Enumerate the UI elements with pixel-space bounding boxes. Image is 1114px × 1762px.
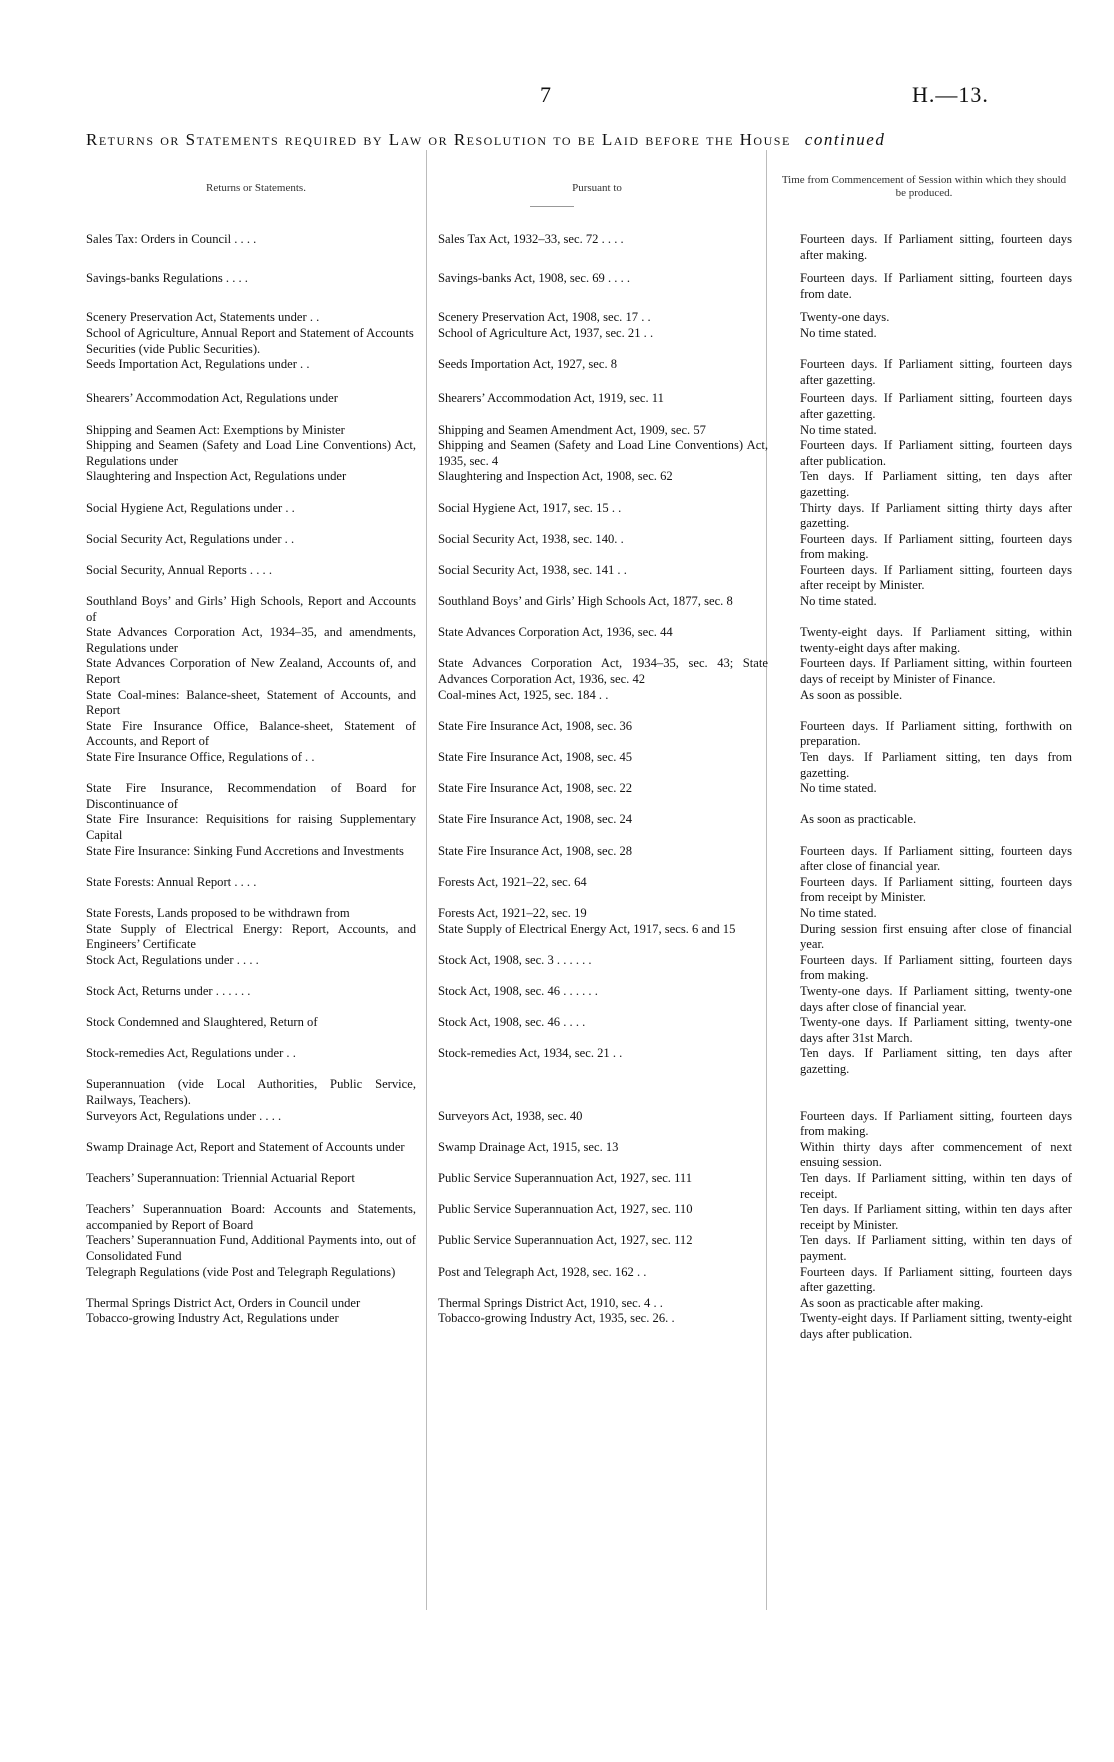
cell-returns: Shipping and Seamen Act: Exemptions by Minister [86,422,345,437]
table-row [86,688,1072,719]
table-row [86,1140,1072,1171]
cell-pursuant: State Supply of Electrical Energy Act, 1917, secs. 6 and 15 [438,921,736,936]
cell-time: Fourteen days. If Parliament sitting, forthwith on preparation. [800,718,1072,749]
cell-returns: Slaughtering and Inspection Act, Regulations under [86,469,347,484]
table-row [86,750,1072,781]
table-body [86,232,1072,1343]
cell-time: Twenty-one days. If Parliament sitting, twenty-one days after 31st March. [800,1015,1072,1045]
header-rule [530,206,574,207]
cell-time: Fourteen days. If Parliament sitting, fourteen days after close of financial year. [800,843,1072,874]
cell-pursuant: State Fire Insurance Act, 1908, sec. 36 [438,718,633,733]
cell-pursuant: Stock Act, 1908, sec. 46 . . . . [438,1015,586,1030]
table-row [86,1233,1072,1264]
cell-returns: Securities (vide Public Securities). [86,341,261,356]
cell-time: Fourteen days. If Parliament sitting, fourteen days after making. [800,232,1072,262]
table-row [86,984,1072,1015]
cell-time: Fourteen days. If Parliament sitting, fourteen days after publication. [800,438,1072,468]
table-row [86,501,1072,532]
table-row [86,342,1072,358]
cell-time: Fourteen days. If Parliament sitting, fourteen days from making. [800,1108,1072,1139]
table-row [86,1015,1072,1046]
cell-returns: State Fire Insurance: Requisitions for raising Supplementary Capital [86,812,416,842]
table-row [86,812,1072,843]
cell-time: During session first ensuing after close of financial year. [800,921,1072,952]
table-row [86,1311,1072,1342]
cell-time: Fourteen days. If Parliament sitting, fourteen days from receipt by Minister. [800,874,1072,905]
table-row [86,1077,1072,1108]
column-header-time: Time from Commencement of Session within which they should be produced. [781,174,1067,199]
column-header-pursuant: Pursuant to [572,182,622,194]
cell-pursuant: Forests Act, 1921–22, sec. 19 [438,905,587,920]
cell-pursuant: Post and Telegraph Act, 1928, sec. 162 . . [438,1264,647,1279]
cell-time: Ten days. If Parliament sitting, ten days after gazetting. [800,469,1072,499]
cell-pursuant: Social Security Act, 1938, sec. 140. . [438,531,624,546]
cell-time: Fourteen days. If Parliament sitting, fourteen days from making. [800,952,1072,983]
cell-pursuant: School of Agriculture Act, 1937, sec. 21 . . [438,325,654,340]
table-row [86,438,1072,469]
cell-returns: Telegraph Regulations (vide Post and Telegraph Regulations) [86,1264,396,1279]
title-continued: continued [804,130,886,149]
cell-returns: State Advances Corporation of New Zealand, Accounts of, and Report [86,656,416,687]
cell-returns: State Fire Insurance, Recommendation of Board for Discontinuance of [86,781,416,811]
cell-pursuant: Southland Boys’ and Girls’ High Schools Act, 1877, sec. 8 [438,594,733,609]
cell-pursuant: Stock Act, 1908, sec. 3 . . . . . . [438,952,592,967]
cell-time: Fourteen days. If Parliament sitting, fourteen days after gazetting. [800,357,1072,387]
cell-pursuant: Public Service Superannuation Act, 1927, sec. 111 [438,1171,693,1186]
table-row [86,656,1072,687]
cell-returns: State Advances Corporation Act, 1934–35, and amendments, Regulations under [86,625,416,655]
cell-pursuant: Seeds Importation Act, 1927, sec. 8 [438,357,618,372]
cell-time: Ten days. If Parliament sitting, within ten days after receipt by Minister. [800,1202,1072,1232]
cell-returns: Southland Boys’ and Girls’ High Schools, Report and Accounts of [86,594,416,624]
cell-pursuant: Forests Act, 1921–22, sec. 64 [438,874,587,889]
cell-returns: Sales Tax: Orders in Council . . . . [86,232,257,246]
cell-pursuant: Social Security Act, 1938, sec. 141 . . [438,562,627,577]
cell-returns: Stock Act, Returns under . . . . . . [86,983,251,998]
table-row [86,271,1072,302]
cell-returns: State Coal-mines: Balance-sheet, Statement of Accounts, and Report [86,687,416,718]
cell-returns: State Supply of Electrical Energy: Report, Accounts, and Engineers’ Certificate [86,921,416,952]
cell-time: Ten days. If Parliament sitting, within ten days of payment. [800,1233,1072,1263]
cell-time: Fourteen days. If Parliament sitting, fourteen days from making. [800,531,1072,562]
cell-pursuant: State Fire Insurance Act, 1908, sec. 28 [438,843,633,858]
cell-time: Fourteen days. If Parliament sitting, within fourteen days of receipt by Minister of Finance. [800,656,1072,687]
page-number: 7 [540,82,551,107]
cell-time: Fourteen days. If Parliament sitting, fourteen days after receipt by Minister. [800,562,1072,593]
cell-returns: Tobacco-growing Industry Act, Regulations under [86,1311,339,1326]
cell-returns: State Forests, Lands proposed to be withdrawn from [86,905,350,920]
cell-pursuant: State Advances Corporation Act, 1936, sec. 44 [438,625,673,640]
cell-pursuant: Slaughtering and Inspection Act, 1908, sec. 62 [438,469,673,484]
cell-returns: Savings-banks Regulations . . . . [86,271,248,286]
cell-time: Within thirty days after commencement of next ensuing session. [800,1139,1072,1170]
cell-time: Thirty days. If Parliament sitting thirty days after gazetting. [800,500,1072,531]
table-row [86,532,1072,563]
cell-pursuant: Thermal Springs District Act, 1910, sec. 4 . . [438,1295,663,1310]
table-row [86,1046,1072,1077]
cell-returns: Teachers’ Superannuation Fund, Additional Payments into, out of Consolidated Fund [86,1233,416,1263]
cell-returns: Social Security Act, Regulations under . . [86,531,295,546]
cell-returns: Superannuation (vide Local Authorities, Public Service, Railways, Teachers). [86,1077,416,1108]
table-row [86,781,1072,812]
table-row [86,326,1072,342]
cell-pursuant: State Advances Corporation Act, 1934–35, sec. 43; State Advances Corporation Act, 1936, sec. 42 [438,656,768,687]
table-row [86,906,1072,922]
table-row [86,922,1072,953]
cell-time: Twenty-one days. [800,310,890,325]
cell-returns: Social Hygiene Act, Regulations under . . [86,500,295,515]
cell-returns: Teachers’ Superannuation Board: Accounts and Statements, accompanied by Report of Board [86,1202,416,1232]
table-row [86,953,1072,984]
table-row [86,310,1072,326]
table-row [86,469,1072,500]
cell-returns: State Forests: Annual Report . . . . [86,874,257,889]
cell-pursuant: Savings-banks Act, 1908, sec. 69 . . . . [438,271,631,286]
cell-time: Ten days. If Parliament sitting, within ten days of receipt. [800,1171,1072,1201]
cell-returns: State Fire Insurance Office, Balance-sheet, Statement of Accounts, and Report of [86,718,416,749]
cell-pursuant: Tobacco-growing Industry Act, 1935, sec. 26. . [438,1311,675,1326]
cell-returns: Surveyors Act, Regulations under . . . . [86,1108,282,1123]
cell-pursuant: Scenery Preservation Act, 1908, sec. 17 . . [438,310,651,325]
cell-pursuant: Coal-mines Act, 1925, sec. 184 . . [438,687,609,702]
cell-time: Twenty-eight days. If Parliament sitting, within twenty-eight days after making. [800,625,1072,655]
table-row [86,1202,1072,1233]
cell-pursuant: Shearers’ Accommodation Act, 1919, sec. 11 [438,391,664,406]
table-row [86,391,1072,422]
cell-time: Fourteen days. If Parliament sitting, fourteen days from date. [800,271,1072,301]
table-row [86,1296,1072,1312]
column-header-returns: Returns or Statements. [206,182,306,194]
cell-returns: Swamp Drainage Act, Report and Statement of Accounts under [86,1139,405,1154]
table-row [86,625,1072,656]
table-row [86,844,1072,875]
title-main: Returns or Statements required by Law or Resolution to be Laid before the House [86,130,791,149]
cell-pursuant: Public Service Superannuation Act, 1927, sec. 112 [438,1233,693,1248]
cell-returns: Thermal Springs District Act, Orders in Council under [86,1295,361,1310]
table-title [86,130,1036,150]
cell-time: As soon as practicable after making. [800,1295,984,1310]
cell-pursuant: Swamp Drainage Act, 1915, sec. 13 [438,1139,619,1154]
cell-time: Ten days. If Parliament sitting, ten days after gazetting. [800,1046,1072,1076]
page-code: H.—13. [912,82,989,107]
cell-pursuant: Stock Act, 1908, sec. 46 . . . . . . [438,983,598,998]
table-row [86,232,1072,263]
cell-returns: Shearers’ Accommodation Act, Regulations under [86,391,338,406]
table-row [86,423,1072,439]
cell-time: As soon as possible. [800,687,903,702]
table-row [86,875,1072,906]
cell-time: Fourteen days. If Parliament sitting, fourteen days after gazetting. [800,391,1072,421]
cell-returns: State Fire Insurance: Sinking Fund Accretions and Investments [86,843,404,858]
cell-returns: Stock-remedies Act, Regulations under . . [86,1046,296,1061]
cell-returns: Teachers’ Superannuation: Triennial Actuarial Report [86,1171,355,1186]
table-row [86,357,1072,388]
cell-pursuant: Shipping and Seamen (Safety and Load Line Conventions) Act, 1935, sec. 4 [438,438,768,468]
cell-pursuant: State Fire Insurance Act, 1908, sec. 22 [438,781,633,796]
cell-pursuant: Sales Tax Act, 1932–33, sec. 72 . . . . [438,232,624,246]
cell-time: As soon as practicable. [800,812,917,827]
cell-time: Fourteen days. If Parliament sitting, fourteen days after gazetting. [800,1264,1072,1295]
cell-time: No time stated. [800,781,877,796]
cell-returns: Stock Condemned and Slaughtered, Return of [86,1015,318,1030]
cell-returns: Stock Act, Regulations under . . . . [86,952,259,967]
cell-returns: State Fire Insurance Office, Regulations of . . [86,750,315,764]
cell-returns: Social Security, Annual Reports . . . . [86,562,272,577]
table-row [86,1265,1072,1296]
cell-pursuant: State Fire Insurance Act, 1908, sec. 45 [438,750,633,764]
table-row [86,594,1072,625]
cell-returns: Scenery Preservation Act, Statements under . . [86,310,320,325]
table-row [86,1109,1072,1140]
cell-time: No time stated. [800,905,877,920]
table-row [86,563,1072,594]
cell-time: Ten days. If Parliament sitting, ten days from gazetting. [800,750,1072,780]
cell-returns: Seeds Importation Act, Regulations under . . [86,357,310,372]
cell-pursuant: State Fire Insurance Act, 1908, sec. 24 [438,812,633,827]
cell-time: Twenty-eight days. If Parliament sitting, twenty-eight days after publication. [800,1311,1072,1341]
cell-time: Twenty-one days. If Parliament sitting, twenty-one days after close of financial year. [800,983,1072,1014]
cell-pursuant: Stock-remedies Act, 1934, sec. 21 . . [438,1046,623,1061]
cell-time: No time stated. [800,325,877,340]
cell-returns: Shipping and Seamen (Safety and Load Line Conventions) Act, Regulations under [86,438,416,468]
table-row [86,719,1072,750]
cell-time: No time stated. [800,594,877,609]
table-row [86,1171,1072,1202]
cell-pursuant: Surveyors Act, 1938, sec. 40 [438,1108,583,1123]
cell-returns: School of Agriculture, Annual Report and Statement of Accounts [86,325,414,340]
cell-pursuant: Public Service Superannuation Act, 1927, sec. 110 [438,1202,693,1217]
cell-pursuant: Shipping and Seamen Amendment Act, 1909, sec. 57 [438,422,706,437]
cell-pursuant: Social Hygiene Act, 1917, sec. 15 . . [438,500,622,515]
cell-time: No time stated. [800,422,877,437]
